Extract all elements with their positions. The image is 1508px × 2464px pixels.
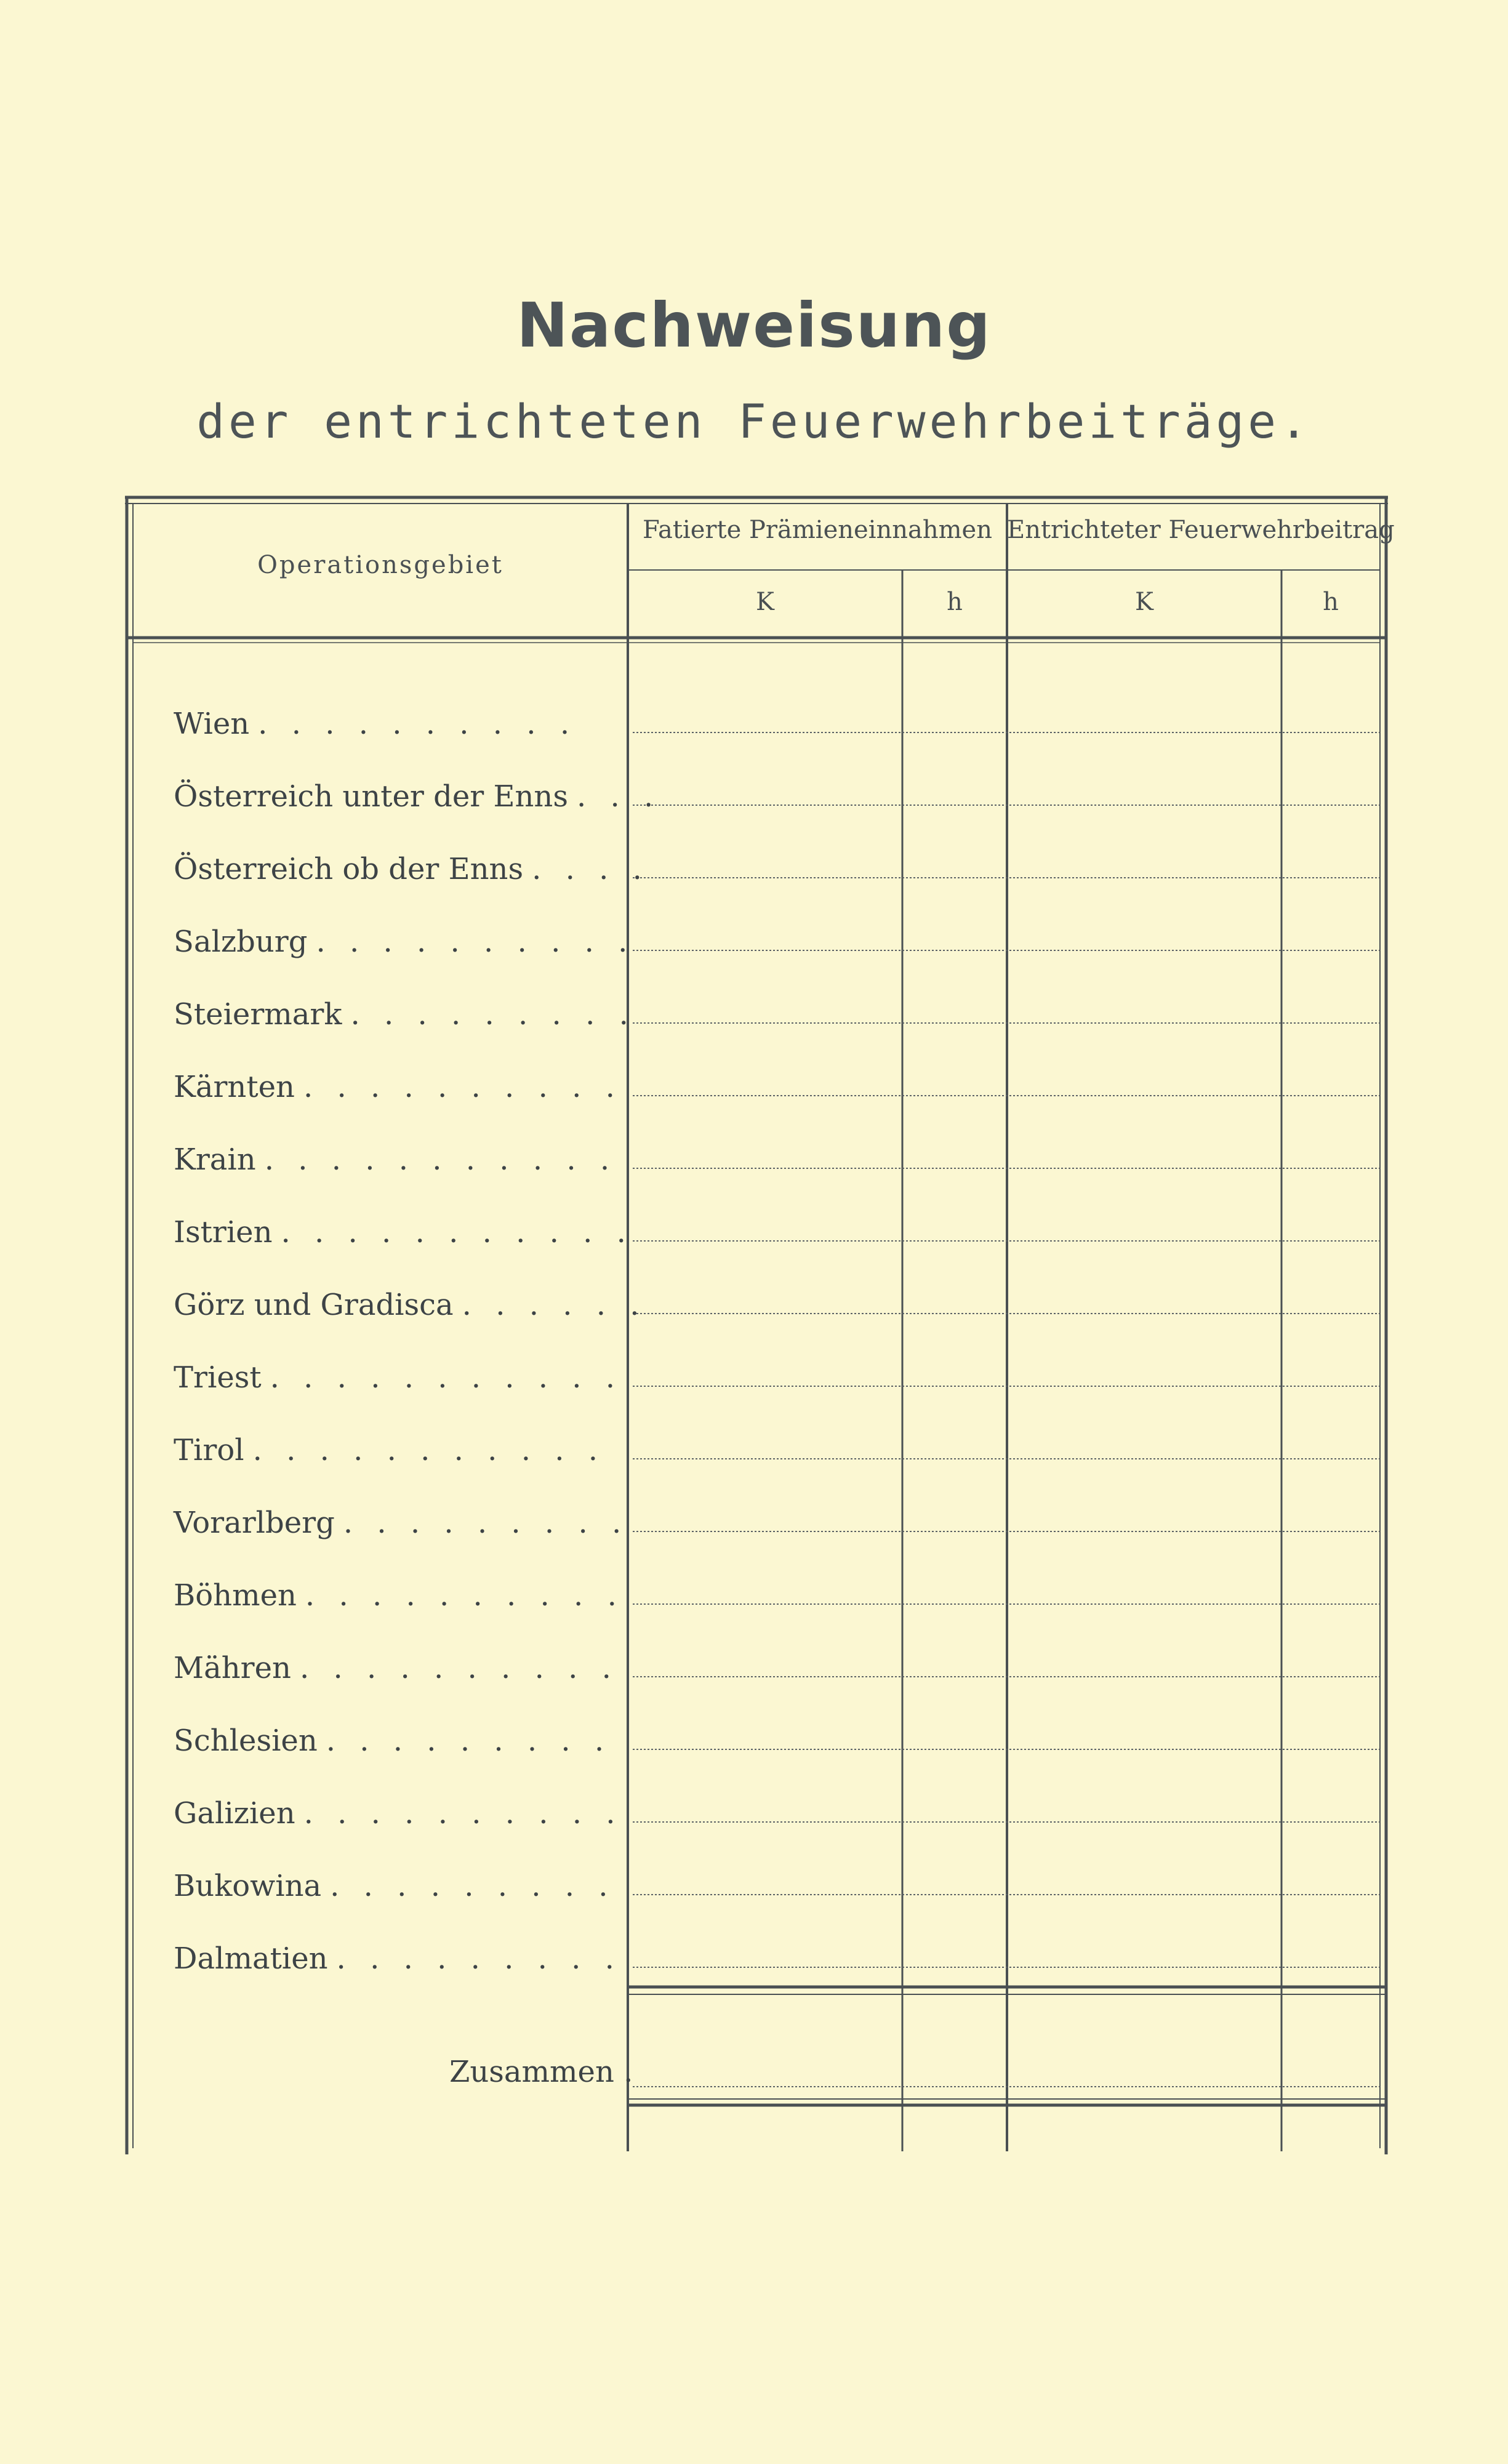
document-title: Nachweisung: [516, 289, 992, 361]
region-name: Vorarlberg: [174, 1506, 335, 1540]
region-name: Dalmatien: [174, 1941, 328, 1976]
leader-dots: . . . . . . . . .: [330, 1869, 616, 1903]
document-subtitle: der entrichteten Feuerwehrbeiträge.: [196, 394, 1312, 449]
leader-dots: . . . . . . . . .: [336, 1941, 622, 1976]
region-row: [174, 1578, 624, 1613]
region-row: [174, 779, 661, 814]
total-row-label: Zusammen .: [449, 2055, 633, 2089]
region-row: [174, 1433, 617, 1467]
region-name: Österreich unter der Enns: [174, 779, 568, 814]
leader-dots: . . . . . . . . .: [326, 1724, 612, 1758]
region-name: Triest: [174, 1360, 262, 1395]
fire-brigade-contribution-header: Entrichteter Feuerwehrbeitrag: [1007, 516, 1395, 544]
region-row: [174, 1215, 633, 1250]
region-name: Kärnten: [174, 1070, 295, 1104]
kronen-subheader-1: K: [756, 588, 774, 616]
declared-premiums-header: Fatierte Prämieneinnahmen: [642, 516, 992, 544]
leader-dots: . . . . . . . . . . .: [270, 1360, 623, 1395]
leader-dots: . . . .: [532, 852, 649, 886]
region-row: [174, 1869, 617, 1903]
region-row: [174, 1651, 617, 1685]
leader-dots: . . . . . . . . . .: [299, 1651, 619, 1685]
leader-dots: . . . . . . . . . .: [303, 1070, 622, 1104]
region-row: [174, 1506, 629, 1540]
leader-dots: . . . . . . . . .: [350, 997, 636, 1032]
region-name: Salzburg: [174, 925, 308, 959]
region-row: [174, 852, 649, 886]
region-row: [174, 1360, 623, 1395]
leader-dots: . . . . . . . . . . .: [252, 1433, 605, 1467]
region-row: [174, 1142, 617, 1177]
leader-dots: . . . . . . . . . .: [316, 925, 635, 959]
leader-dots: . . . . . . . . . . .: [281, 1215, 633, 1250]
region-name: Galizien: [174, 1796, 295, 1831]
region-name: Böhmen: [174, 1578, 297, 1613]
leader-dots: . . . . . . . . .: [343, 1506, 629, 1540]
region-name: Steiermark: [174, 997, 342, 1032]
region-row: [174, 1724, 617, 1758]
region-row: [174, 707, 617, 741]
region-row: [174, 1796, 623, 1831]
region-name: Österreich ob der Enns: [174, 852, 524, 886]
region-name: Wien: [174, 707, 250, 741]
operations-area-header: Operationsgebiet: [257, 551, 503, 579]
region-row: [174, 1941, 622, 1976]
leader-dots: . . . . . . . . . .: [303, 1796, 623, 1831]
region-name: Görz und Gradisca: [174, 1288, 454, 1322]
region-row: [174, 1288, 647, 1322]
region-row: [174, 1070, 622, 1104]
heller-subheader-1: h: [947, 588, 963, 616]
kronen-subheader-2: K: [1135, 588, 1153, 616]
leader-dots: . . . . . . . . . . .: [264, 1142, 617, 1177]
region-row: [174, 925, 635, 959]
leader-dots: . . . . . . . . . .: [305, 1578, 624, 1613]
region-name: Krain: [174, 1142, 256, 1177]
region-name: Istrien: [174, 1215, 273, 1250]
heller-subheader-2: h: [1323, 588, 1339, 616]
region-name: Schlesien: [174, 1724, 318, 1758]
leader-dots: . . .: [576, 779, 661, 814]
region-row: [174, 997, 636, 1032]
region-name: Bukowina: [174, 1869, 322, 1903]
leader-dots: . . . . . . . . . .: [258, 707, 577, 741]
region-name: Mähren: [174, 1651, 291, 1685]
region-name: Tirol: [174, 1433, 244, 1467]
leader-dots: . . . . . .: [462, 1288, 647, 1322]
